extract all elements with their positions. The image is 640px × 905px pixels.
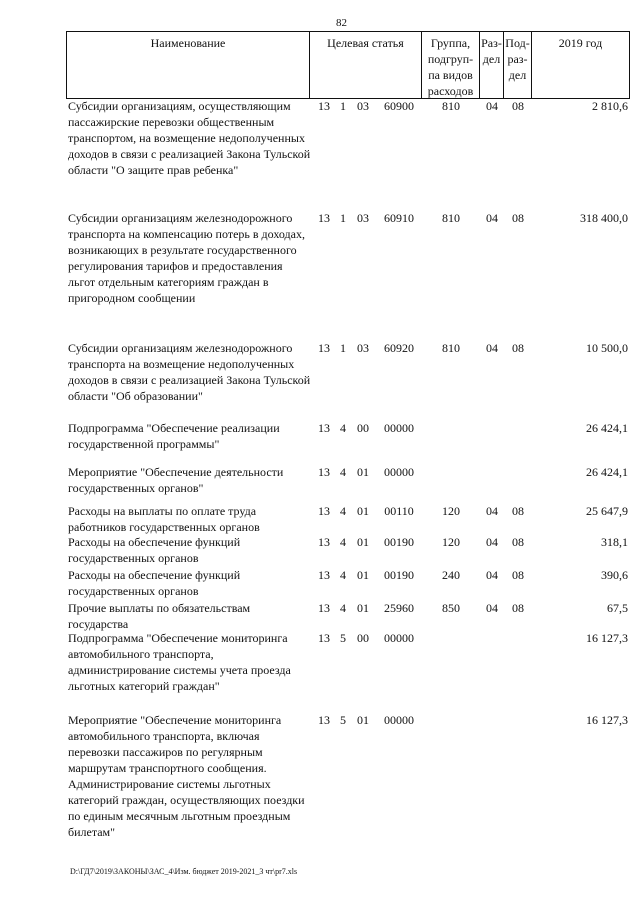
header-subsection: [504, 32, 532, 98]
row-c: 01: [357, 535, 369, 549]
header-expense-group: [422, 32, 480, 98]
header-section: [480, 32, 504, 98]
row-a: 13: [318, 568, 330, 582]
header-subsection-line: дел: [508, 68, 527, 82]
row-amount: 16 127,3: [586, 713, 628, 727]
row-amount: 2 810,6: [592, 99, 628, 113]
row-group: 850: [442, 601, 460, 615]
row-amount: 25 647,9: [586, 504, 628, 518]
row-d: 00110: [384, 504, 414, 518]
row-d: 00000: [384, 421, 414, 435]
row-d: 00000: [384, 631, 414, 645]
row-amount: 16 127,3: [586, 631, 628, 645]
row-a: 13: [318, 465, 330, 479]
row-amount: 26 424,1: [586, 421, 628, 435]
row-section: 04: [486, 535, 498, 549]
row-d: 00190: [384, 568, 414, 582]
row-b: 1: [340, 99, 346, 113]
row-subsection: 08: [512, 99, 524, 113]
row-subsection: 08: [512, 535, 524, 549]
row-name: Субсидии организациям железнодорожного транспорта на возмещение недополученных доходов в связи с реализацией Закона Тульской области "Об образовании": [68, 341, 311, 403]
row-c: 03: [357, 211, 369, 225]
row-c: 01: [357, 465, 369, 479]
footer-file-path: D:\ГД7\2019\ЗАКОНЫ\ЗАС_4\Изм. бюджет 2019-2021_3 чт\pr7.xls: [70, 867, 298, 876]
header-target-article: Целевая статья: [310, 32, 422, 98]
row-b: 4: [340, 421, 346, 435]
row-group: 120: [442, 535, 460, 549]
row-d: 25960: [384, 601, 414, 615]
row-a: 13: [318, 341, 330, 355]
row-subsection: 08: [512, 341, 524, 355]
row-b: 4: [340, 601, 346, 615]
row-d: 00000: [384, 465, 414, 479]
row-a: 13: [318, 713, 330, 727]
row-name: Расходы на обеспечение функций государственных органов: [68, 568, 241, 598]
row-c: 03: [357, 99, 369, 113]
row-section: 04: [486, 99, 498, 113]
row-name: Расходы на выплаты по оплате труда работников государственных органов: [68, 504, 260, 534]
row-amount: 10 500,0: [586, 341, 628, 355]
row-group: 240: [442, 568, 460, 582]
row-section: 04: [486, 211, 498, 225]
row-group: 810: [442, 211, 460, 225]
row-amount: 26 424,1: [586, 465, 628, 479]
row-c: 03: [357, 341, 369, 355]
row-c: 00: [357, 421, 369, 435]
header-expense-group-line: подгруп-: [427, 52, 474, 66]
row-subsection: 08: [512, 211, 524, 225]
row-subsection: 08: [512, 504, 524, 518]
header-expense-group-line: па видов: [428, 68, 473, 82]
row-b: 4: [340, 465, 346, 479]
table-header: [66, 31, 630, 99]
row-a: 13: [318, 601, 330, 615]
row-a: 13: [318, 535, 330, 549]
header-subsection-line: Под-: [505, 36, 530, 50]
page-number: 82: [336, 17, 347, 29]
header-name: Наименование: [66, 32, 310, 98]
row-c: 01: [357, 713, 369, 727]
header-expense-group-line: расходов: [427, 84, 474, 98]
row-name: Подпрограмма "Обеспечение мониторинга автомобильного транспорта, администрирование системы учета проезда льготных категорий граждан": [68, 631, 291, 693]
row-a: 13: [318, 99, 330, 113]
header-subsection-line: раз-: [507, 52, 528, 66]
row-amount: 318,1: [601, 535, 628, 549]
row-amount: 390,6: [601, 568, 628, 582]
row-b: 4: [340, 504, 346, 518]
row-d: 60910: [384, 211, 414, 225]
row-a: 13: [318, 421, 330, 435]
row-c: 01: [357, 601, 369, 615]
header-section-line: Раз-: [481, 36, 502, 50]
row-subsection: 08: [512, 601, 524, 615]
row-name: Субсидии организациям, осуществляющим пассажирские перевозки общественным транспортом, на возмещение недополученных доходов в связи с реализацией Закона Тульской области "О защите прав ребенка": [68, 99, 311, 177]
row-b: 1: [340, 211, 346, 225]
row-b: 5: [340, 631, 346, 645]
row-b: 4: [340, 568, 346, 582]
row-section: 04: [486, 504, 498, 518]
row-d: 60900: [384, 99, 414, 113]
row-b: 4: [340, 535, 346, 549]
row-name: Субсидии организациям железнодорожного транспорта на компенсацию потерь в доходах, возникающих в результате государственного регулирования тарифов и предоставления льгот отдельным категориям граждан в пригородном сообщении: [68, 211, 305, 305]
row-a: 13: [318, 504, 330, 518]
row-subsection: 08: [512, 568, 524, 582]
row-group: 120: [442, 504, 460, 518]
row-b: 5: [340, 713, 346, 727]
row-name: Мероприятие "Обеспечение мониторинга автомобильного транспорта, включая перевозки пассажиров по регулярным маршрутам транспортного сообщения. Администрирование системы льготных категорий граждан, осуществляющих поездки по единым месячным льготным проездным билетам": [68, 713, 305, 839]
row-b: 1: [340, 341, 346, 355]
row-group: 810: [442, 99, 460, 113]
row-section: 04: [486, 601, 498, 615]
row-group: 810: [442, 341, 460, 355]
row-name: Подпрограмма "Обеспечение реализации государственной программы": [68, 421, 280, 451]
row-name: Мероприятие "Обеспечение деятельности государственных органов": [68, 465, 284, 495]
row-name: Прочие выплаты по обязательствам государства: [68, 601, 251, 631]
header-section-line: дел: [482, 52, 501, 66]
header-expense-group-line: Группа,: [430, 36, 471, 50]
row-name: Расходы на обеспечение функций государственных органов: [68, 535, 241, 565]
row-section: 04: [486, 341, 498, 355]
row-c: 01: [357, 568, 369, 582]
row-amount: 318 400,0: [580, 211, 628, 225]
row-amount: 67,5: [607, 601, 628, 615]
header-year: 2019 год: [532, 32, 630, 98]
row-d: 60920: [384, 341, 414, 355]
row-c: 00: [357, 631, 369, 645]
row-d: 00000: [384, 713, 414, 727]
row-a: 13: [318, 631, 330, 645]
row-a: 13: [318, 211, 330, 225]
row-c: 01: [357, 504, 369, 518]
row-section: 04: [486, 568, 498, 582]
row-d: 00190: [384, 535, 414, 549]
